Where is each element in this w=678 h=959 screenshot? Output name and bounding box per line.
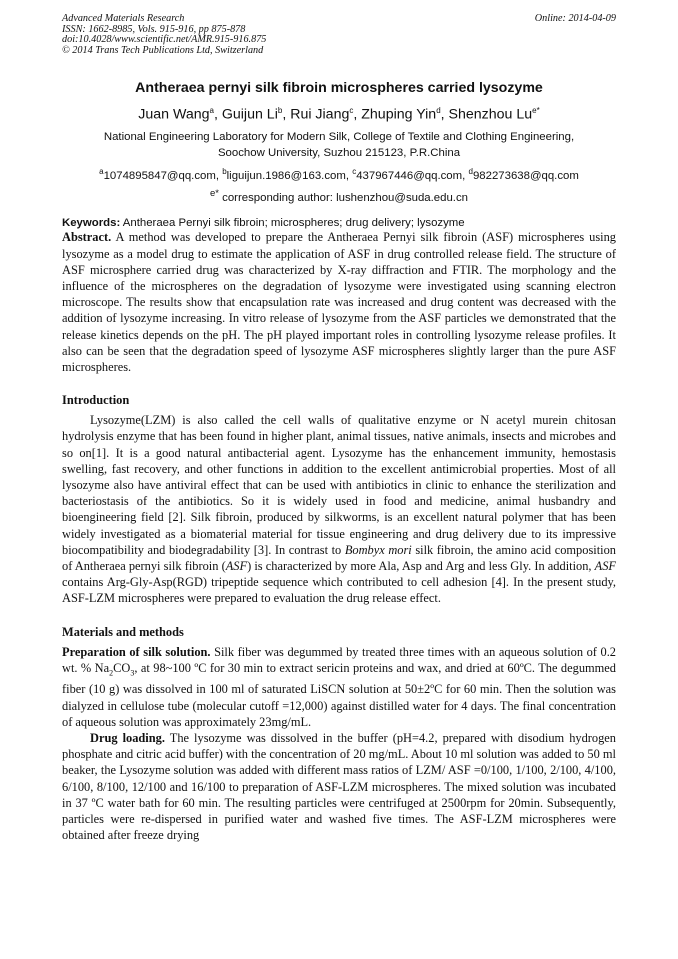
corresponding-text: corresponding author: lushenzhou@suda.edu.cn — [218, 191, 469, 204]
abstract-label: Abstract. — [62, 230, 112, 245]
introduction-heading: Introduction — [62, 393, 130, 408]
intro-italic: ASF — [594, 558, 617, 573]
author-sup: b — [277, 106, 283, 115]
journal-header — [62, 14, 616, 66]
keywords-text: Antheraea Pernyi silk fibroin; microspheres; drug delivery; lysozyme — [120, 217, 465, 230]
copyright-line: © 2014 Trans Tech Publications Ltd, Switzerland — [62, 44, 264, 56]
email-sup: d — [468, 166, 473, 176]
author-sup: e* — [532, 106, 540, 115]
email-address[interactable]: 437967446@qq.com — [356, 169, 463, 182]
email-address[interactable]: liguijun.1986@163.com — [226, 169, 346, 182]
keywords-label: Keywords: — [62, 217, 121, 230]
affiliation-line: National Engineering Laboratory for Modern Silk, College of Textile and Clothing Engineering, — [103, 130, 575, 143]
drug-loading-paragraph — [62, 730, 616, 843]
author-sup: c — [349, 106, 354, 115]
abstract-text: A method was developed to prepare the Antheraea Pernyi silk fibroin (ASF) microspheres using lysozyme as a model drug to estimate the application of ASF in drug controlled release field. The structure of ASF microsphere carried drug was characterized by X-ray diffraction and FTIR. The morphology and the influence of the microspheres on the degradation of lysozyme were investigated using scanning electron microscope. The results show that encapsulation rate was increased and drug content was decreased with the addition of lysozyme increasing. In vitro release of lysozyme from the ASF particles we demonstrated that the release kinetics depends on the pH. The pH played important roles in controlling lysozyme release profiles. It also can be seen that the degradation speed of lysozyme ASF microspheres slightly larger than the pure ASF microspheres. — [62, 230, 616, 374]
paper-title: Antheraea pernyi silk fibroin microspheres carried lysozyme — [135, 80, 543, 96]
author-sup: d — [436, 106, 441, 115]
preparation-text: Silk fiber was degummed by treated three times with an aqueous solution of 0.2 wt. % Na — [62, 644, 616, 675]
introduction-paragraph — [62, 412, 616, 606]
intro-text: silk fibroin, the amino acid composition of Antheraea pernyi silk fibroin ( — [62, 542, 616, 573]
intro-italic: ASF — [225, 558, 248, 573]
corresponding-author — [62, 188, 616, 204]
author-name: Zhuping Yin — [361, 106, 437, 123]
intro-text: ) is characterized by more Ala, Asp and Arg and less Gly. In addition, — [247, 558, 595, 573]
subscript: 2 — [109, 668, 114, 678]
drug-loading-text: The lysozyme was dissolved in the buffer (pH=4.2, prepared with disodium hydrogen phosphate and citric acid buffer) with the concentration of 20 mg/mL. About 10 ml solution was added to 50 ml beaker, the Lysozyme solution was added with different mass ratios of LZM/ ASF =0/100, 1/100, 2/100, 4/100, 6/100, 8/100, 12/100 and 16/100 to preparation of ASF-LZM microspheres. The mixed solution was incubated in 37 ºC water bath for 60 min. The resulting particles were centrifuged at 2500rpm for 20min. Subsequently, particles were re-dispersed in purified water and washed five times. The ASF-LZM microspheres were obtained after freeze drying — [62, 731, 617, 843]
keywords — [62, 217, 616, 229]
intro-text: contains Arg-Gly-Asp(RGD) tripeptide sequence which contributed to cell adhesion [4]. In the present study, ASF-LZM microspheres were prepared to evaluation the drug release effect. — [62, 575, 616, 606]
email-sup: a — [99, 166, 104, 176]
drug-loading-label: Drug loading. — [90, 731, 165, 746]
affiliation — [62, 129, 616, 161]
email-sup: c — [352, 166, 357, 176]
preparation-paragraph — [62, 644, 616, 730]
author-name: Shenzhou Lu — [448, 106, 533, 123]
paper-page — [62, 14, 616, 844]
subscript: 3 — [130, 668, 135, 678]
email-address[interactable]: 1074895847@qq.com — [103, 169, 216, 182]
email-list: $^a$1074895847@qq.com, $^b$liguijun.1986@163.com, $^c$437967446@qq.com, $^d$982273638@qq.com — [99, 166, 579, 182]
intro-text: Lysozyme(LZM) is also called the cell walls of qualitative enzyme or N acetyl murein chitosan hydrolysis enzyme that has been found in higher plant, animal tissues, native animals, insects and microbes and so on[1]. It is a good natural antibacterial agent. Lysozyme has the enhancement immunity, hemostasis swelling, fast recovery, and other functions in addition to the excellent antimicrobial properties. Most of all lysozyme also have antiviral effect that can be used with antibiotics in clinic to enhance the sterilization and bacteriostasis of the antibiotics. So it is widely used in food and medicine, animal husbandry and bioengineering field [2]. Silk fibroin, produced by silkworms, is an excellent natural polymer that has been widely investigated as a biomaterial material for tissue engineering and drug delivery due to its impressive biocompatibility and biodegradability [3]. In contrast to — [62, 413, 616, 557]
author-list: Juan Wang$^a$, Guijun Li$^b$, Rui Jiang$^c$, Zhuping Yin$^d$, Shenzhou $Lu^{e*}$ — [138, 106, 540, 123]
affiliation-line: Soochow University, Suzhou 215123, P.R.China — [217, 146, 461, 159]
issn-line: ISSN: 1662-8985, Vols. 915-916, pp 875-878 — [62, 23, 246, 35]
email-address[interactable]: 982273638@qq.com — [472, 169, 579, 182]
author-name: Rui Jiang — [290, 106, 350, 123]
methods-heading: Materials and methods — [62, 624, 184, 639]
author-name: Juan Wang — [138, 106, 210, 123]
doi-line: doi:10.4028/www.scientific.net/AMR.915-916.875 — [62, 34, 267, 45]
author-name: Guijun Li — [221, 106, 278, 123]
email-sup: b — [222, 166, 227, 176]
preparation-text: CO — [113, 660, 131, 675]
preparation-text: , at 98~100 ºC for 30 min to extract sericin proteins and wax, and dried at 60ºC. The degummed fiber (10 g) was dissolved in 100 ml of saturated LiSCN solution at 50±2ºC for 60 min. Then the solution was dialyzed in cellulose tube (molecular cutoff =12,000) against distilled water for 4 days. The final concentration of aqueous solution was approximately 23mg/mL. — [62, 660, 616, 729]
corresponding-sup: e* — [209, 187, 219, 199]
author-sup: a — [209, 106, 214, 115]
preparation-label: Preparation of silk solution. — [62, 644, 211, 659]
intro-italic: Bombyx mori — [344, 542, 412, 557]
online-date: Online: 2014-04-09 — [534, 13, 616, 24]
journal-name: Advanced Materials Research — [62, 13, 185, 24]
abstract — [62, 229, 616, 375]
